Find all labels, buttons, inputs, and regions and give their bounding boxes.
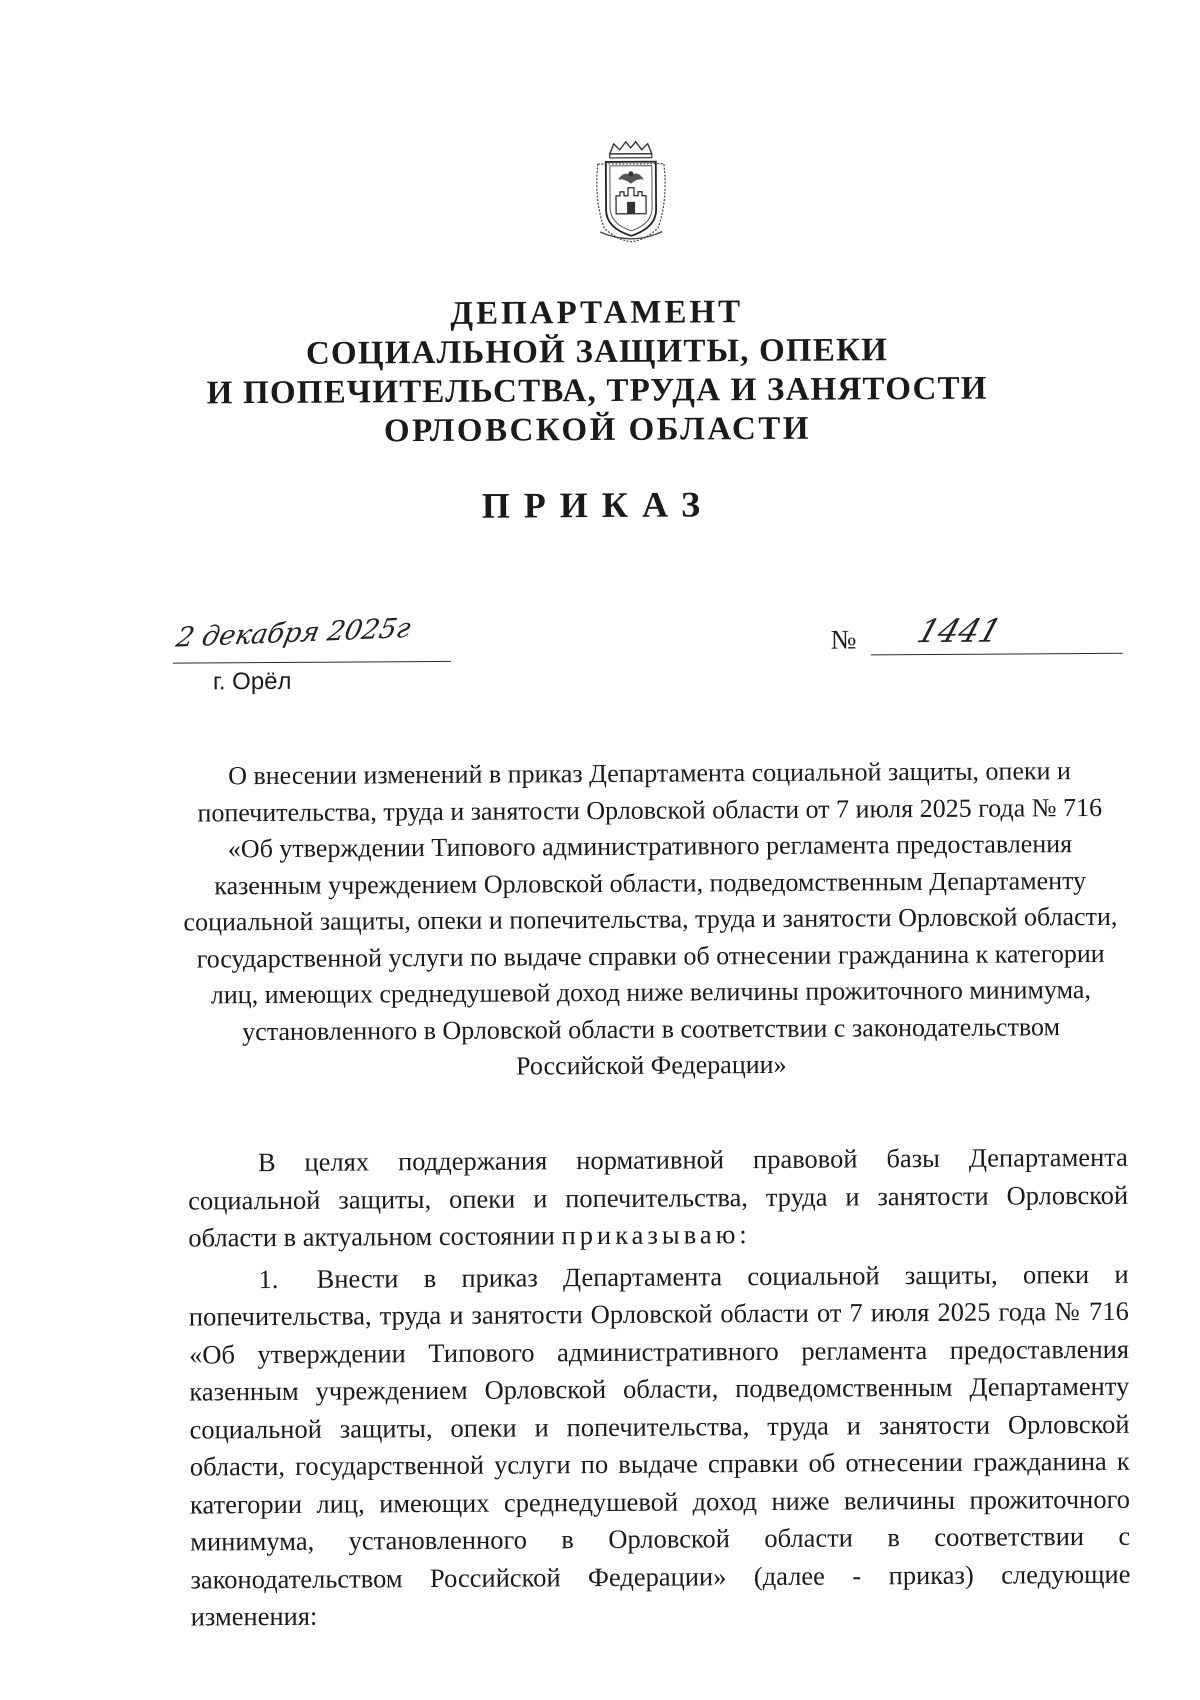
department-name — [177, 291, 1018, 452]
document-type-heading: ПРИКАЗ — [481, 484, 715, 526]
handwritten-date: 2 декабря 2025г — [173, 612, 414, 654]
order-body — [188, 1139, 1131, 1636]
city-label: г. Орёл — [212, 667, 292, 696]
order-keyword: приказываю: — [561, 1219, 751, 1251]
number-sign: № — [830, 624, 857, 655]
department-line-3: И ПОПЕЧИТЕЛЬСТВА, ТРУДА И ЗАНЯТОСТИ — [206, 370, 988, 412]
order-title: О внесении изменений в приказ Департамента социальной защиты, опеки и попечительства, труда и занятости Орловской области от 7 июля 2025 года № 716 «Об утверждении Типового административного регламента предоставления казенным учреждением Орловской области, подведомственным Департаменту социальной защиты, опеки и попечительства, труда и занятости Орловской области, государственной услуги по выдаче справки об отнесении гражданина к категории лиц, имеющих среднедушевой доход ниже величины прожиточного минимума, установленного в Орловской области в соответствии с законодательством Российской Федерации» — [183, 756, 1118, 1081]
department-line-4: ОРЛОВСКОЙ ОБЛАСТИ — [383, 410, 812, 450]
department-line-1: ДЕПАРТАМЕНТ — [450, 294, 744, 332]
item-1-number: 1. — [258, 1263, 279, 1294]
department-line-2: СОЦИАЛЬНОЙ ЗАЩИТЫ, ОПЕКИ — [305, 332, 889, 372]
preamble-paragraph — [188, 1139, 1129, 1257]
item-1-text: Внести в приказ Департамента социальной защиты, опеки и попечительства, труда и занятости Орловской области от 7 июля 2025 года № 716 «Об утверждении Типового административного регламента предоставления казенным учреждением Орловской области, подведомственным Департаменту социальной защиты, опеки и попечительства, труда и занятости Орловской области, государственной услуги по выдаче справки об отнесении гражданина к категории лиц, имеющих среднедушевой доход ниже величины прожиточного минимума, установленного в Орловской области в соответствии с законодательством Российской Федерации» (далее - приказ) следующие изменения: — [188, 1258, 1131, 1632]
preamble-text: В целях поддержания нормативной правовой базы Департамента социальной защиты, опеки и попечительства, труда и занятости Орловской области в актуальном состоянии — [188, 1141, 1129, 1253]
coat-of-arms-icon — [590, 140, 673, 244]
item-1-paragraph — [189, 1255, 1131, 1636]
handwritten-number: 1441 — [912, 611, 1007, 651]
